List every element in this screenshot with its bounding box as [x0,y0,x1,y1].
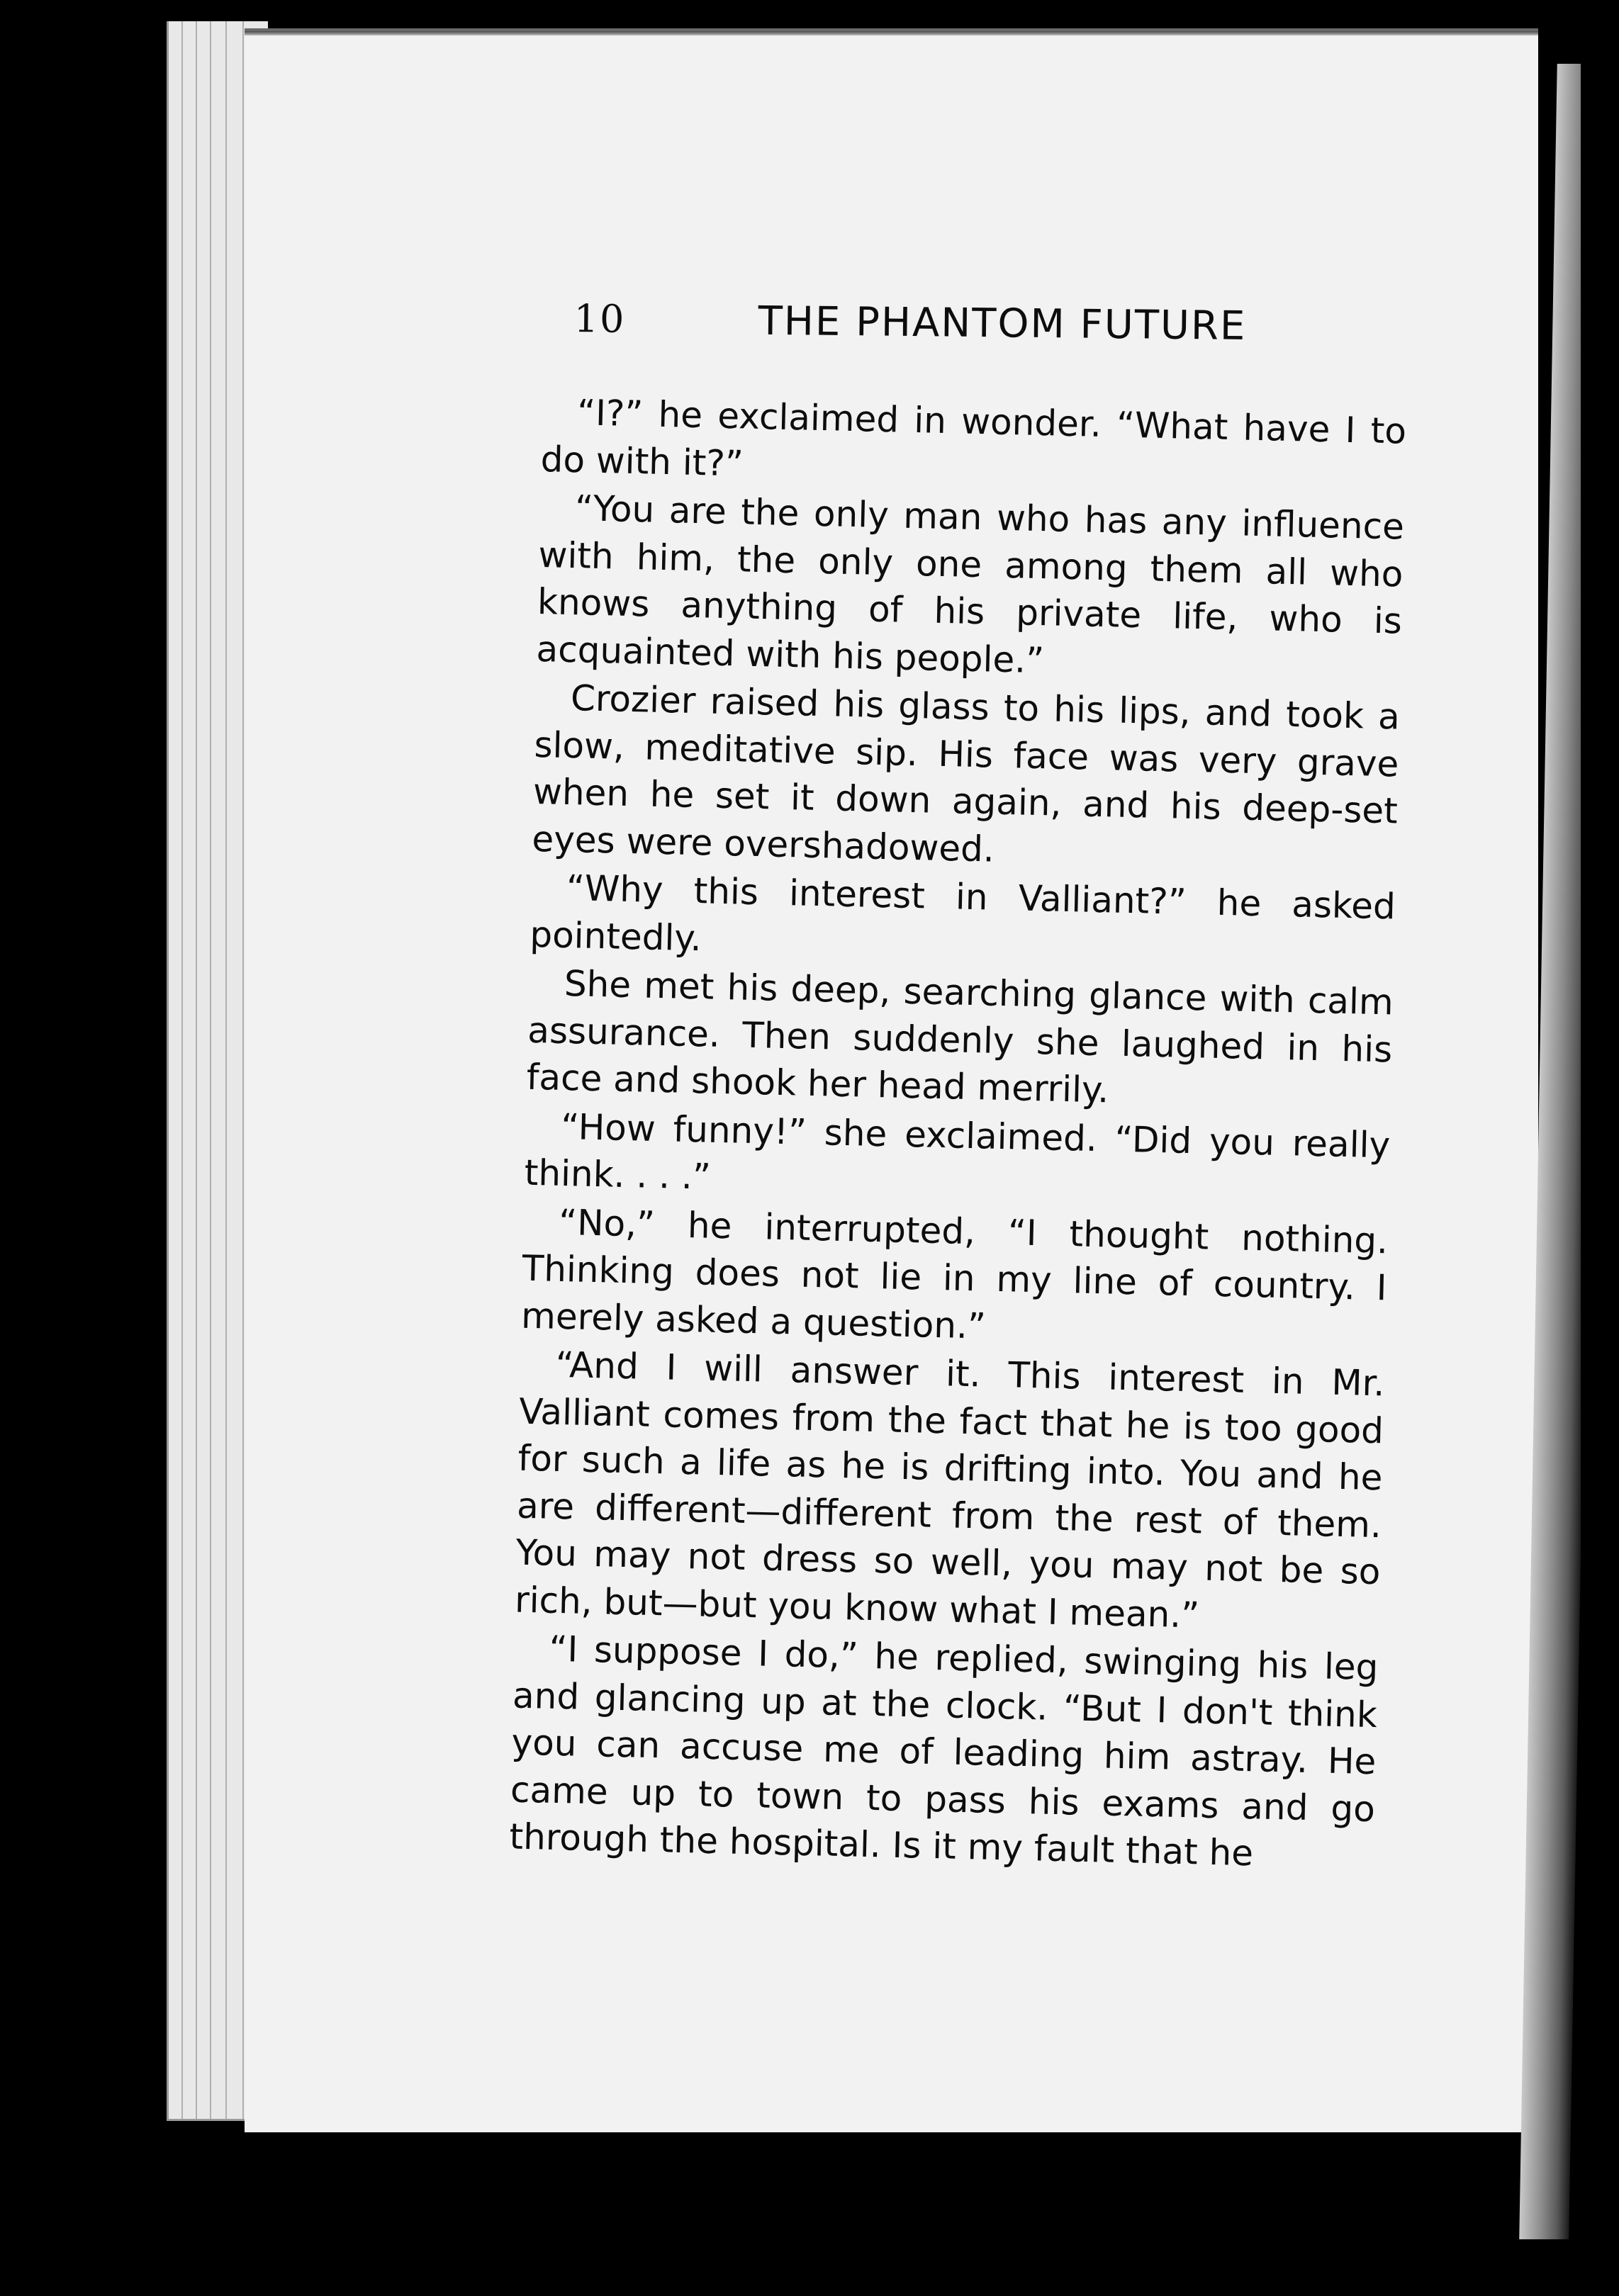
body-text [509,388,1407,1881]
paragraph: “And I will answer it. This interest in Mr. Valliant comes from the fact that he is too good for such a life as he is drifting into. You and he are different—different from the rest of them. You may not dress so well, you may not be so rich, but—but you know what I mean.” [514,1344,1386,1636]
paragraph: “No,” he interrupted, “I thought nothing. Thinking does not lie in my line of country. I merely asked a question.” [520,1201,1389,1347]
paragraph: “How funny!” she exclaimed. “Did you really think. . . .” [524,1105,1391,1198]
paragraph: She met his deep, searching glance with calm assurance. Then suddenly she laughed in his face and shook her head merrily. [526,962,1394,1111]
running-header [573,296,1531,370]
page-text-area [245,28,1538,2129]
page-edge-line [181,21,183,2119]
paragraph: “I?” he exclaimed in wonder. “What have I to do with it?” [540,392,1407,484]
page-number: 10 [573,296,626,342]
page-edge-line [210,21,211,2119]
page-edge-line [196,21,197,2119]
paragraph: Crozier raised his glass to his lips, and took a slow, meditative sip. His face was very grave when he set it down again, and his deep-set eyes were overshadowed. [531,677,1401,870]
page-edge-line [225,21,227,2119]
page-edge-line [242,21,244,2119]
paragraph: “Why this interest in Valliant?” he asked pointedly. [529,867,1396,959]
scan-background-edge [1581,43,1619,2296]
paragraph: “You are the only man who has any influence with him, the only one among them all who knows anything of his private life, who is acquainted with his people.” [536,488,1405,681]
paragraph: “I suppose I do,” he replied, swinging his leg and glancing up at the clock. “But I don't think you can accuse me of leading him astray. He came up to town to pass his exams and go through the hospital. Is it my fault that he [508,1628,1379,1874]
running-title: THE PHANTOM FUTURE [758,298,1247,349]
